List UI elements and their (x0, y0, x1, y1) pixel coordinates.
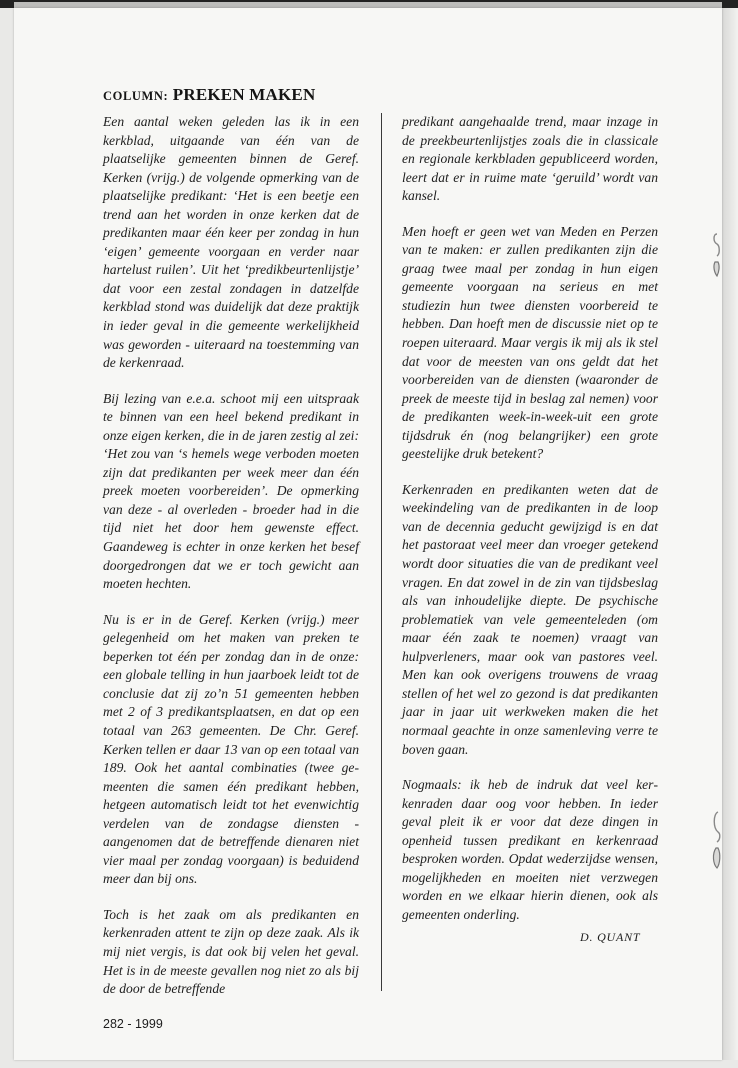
paragraph: Kerkenraden en predikanten weten dat de weekindeling van de predikanten in de loop van de decennia geducht gewijzigd is en dat het pastoraat veel meer dan vroeger getekend wordt door situaties die van de predikant veel vragen. En dat zowel in de zin van tijdsbeslag als van inhoudelijke diepte. De psychische problematiek van vele gemeenteleden (om maar één zaak te noemen) vraagt van hulpverleners, maar ook van pastores veel. Men kan ook overigens trouwens de vraag stellen of het wel zo gezond is dat predikanten jaar in jaar uit werkweken maken die het normaal geachte in onze samenleving verre te boven gaan. (402, 481, 658, 757)
right-text-column (402, 113, 658, 941)
column-divider (381, 113, 382, 991)
paragraph: Nu is er in de Geref. Kerken (vrijg.) meer gelegenheid om het maken van preken te beperken tot één per zondag dan in de onze: een globale telling in hun jaarboek leidt tot de conclusie dat zij zo’n 51 gemeenten hebben met 2 of 3 predikantsplaatsen, en dat op een totaal van 263 gemeenten. De Chr. Geref. Kerken tellen er daar 13 van op een totaal van 189. Ook het aantal combinaties (twee gemeenten die samen één predikant hebben, hetgeen automatisch leidt tot het evenwichtig verdelen van de zondagse diensten - aangenomen dat de betreffende dienaren niet vier maal per zondag voorgaan) is beduidend meer dan bij ons. (103, 611, 359, 887)
author-signature: D. QUANT (580, 930, 641, 944)
paragraph: Toch is het zaak om als predikanten en kerkenraden attent te zijn op deze zaak. Als ik mij niet vergis, is dat ook bij velen het geval. Het is in de meeste gevallen nog niet zo als bij de door de betreffende (103, 906, 359, 997)
paragraph: predikant aangehaalde trend, maar inzage in de preekbeurtenlijstjes zoals die in classicale en regionale kerkbladen gepubliceerd worden, leert dat er in ruime mate ‘geruild’ wordt van kansel. (402, 114, 658, 204)
paragraph: Een aantal weken geleden las ik in een kerkblad, uitgaande van één van de plaatselijke gemeenten binnen de Geref. Kerken (vrijg.) de volgende opmerking van de plaatselijke predikant: ‘Het is een beetje een trend aan het worden in onze kerken dat de predikanten maar één keer per zondag in hun ‘eigen’ gemeente voorgaan en verder naar hartelust ruilen’. Uit het ‘predikbeurtenlijstje’ dat voor een zestal zondagen in datzelfde kerkblad stond was duidelijk dat deze praktijk in ieder geval in die gemeente werkelijkheid was geworden - uiteraard na toestemming van de kerkenraad. (103, 114, 359, 371)
binder-clip-icon (710, 232, 724, 280)
paragraph: Nogmaals: ik heb de indruk dat veel kerkenraden daar oog voor hebben. In ieder geval pleit ik er voor dat deze dingen in openheid tussen predikant en kerkenraad besproken worden. Opdat wederzijdse wensen, mogelijkheden en moeiten niet verzwegen worden en we elkaar hierin dienen, ook als gemeenten onderling. (402, 777, 658, 922)
paragraph: Men hoeft er geen wet van Meden en Perzen van te maken: er zullen predikanten zijn die graag twee maal per zondag in hun eigen gemeente voorgaan na serieus en met studiezin hun twee diensten voorbereid te hebben. Dan hoeft men de discussie niet op te roepen uiteraard. Maar vergis ik mij als ik stel dat voor de meesten van ons geldt dat het voorbereiden van de diensten (waaronder de preek de meeste tijd in beslag zal nemen) voor de predikanten week-in-week-uit een grote tijdsdruk én (nog belangrijker) een grote geestelijke druk betekent? (402, 223, 658, 462)
scan-right-edge (722, 8, 738, 1060)
paragraph: Bij lezing van e.e.a. schoot mij een uitspraak te binnen van een heel bekend predikant in onze eigen kerken, die in de jaren zestig al zei: ‘Het zou van ‘s hemels wege verboden moeten zijn dat predikanten per week meer dan één preek moeten voorbereiden’. De opmerking van deze - al overleden - broeder had in die tijd niet het door hem gewenste effect. Gaandeweg is echter in onze kerken het besef doorgedrongen dat we er toch gewicht aan moeten hechten. (103, 390, 359, 592)
header-label: COLUMN: (103, 89, 169, 103)
column-header (103, 85, 315, 105)
page-title: PREKEN MAKEN (172, 85, 316, 104)
page-number: 282 - 1999 (103, 1017, 163, 1031)
left-text-column (103, 113, 359, 1016)
binder-clip-icon (710, 810, 724, 872)
